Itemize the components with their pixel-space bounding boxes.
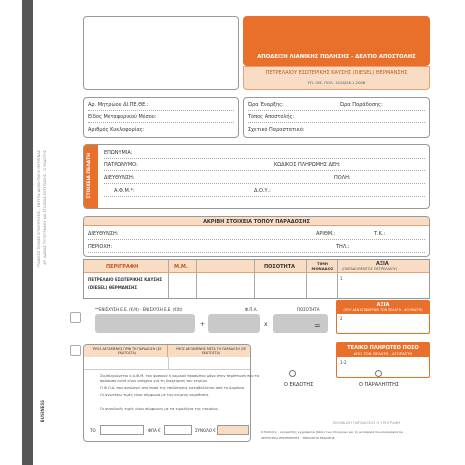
subsidy-checkbox[interactable]	[70, 312, 81, 323]
customer-side-label: ΣΤΟΙΧΕΙΑ ΠΕΛΑΤΗ	[87, 153, 92, 199]
side-license-text: ΑΡ. ΑΔΕΙΑΣ ΤΥΠΟΓΡΑΦΟΥ ΚΑΙ ΣΤΟΙΧΕΙΑ ΕΚΤΥΠΩΣΗΣ - Ο ΕΚΔΟΤΗΣ	[43, 150, 47, 265]
delivery-number-label: ΑΡΙΘΜ.:	[316, 231, 336, 237]
footer-legal-1: Ο Εκδότης - Αγοραστής εγγράφεται βάσει των στοιχείων και τη μεταφορά που αναγράφονται	[261, 430, 404, 434]
plus-sign: +	[200, 321, 206, 328]
note-2: Ο Φ.Π.Α. που αναλογεί στο ποσό της επιδότησης καταβάλλεται από το Δημόσιο.	[100, 386, 246, 390]
customer-side-tab	[84, 145, 98, 208]
load-place-label: Τόπος Αποστολής:	[248, 114, 295, 120]
times-sign: x	[264, 321, 268, 328]
header-block	[243, 16, 430, 66]
afm-label: Α.Φ.Μ.*:	[114, 188, 135, 194]
delivery-tk-label: Τ.Κ.:	[374, 231, 386, 237]
notebook-binding	[22, 0, 33, 465]
product-table	[83, 259, 430, 299]
footer-legal-2: ΛΕΙΤΟΥΡΓΙΑ ΕΠΙΧΕΙΡΗΣΗΣ - ΤΙΜΟΛΟΓΙΟ ΕΚΔΟΣΗΣ	[261, 436, 335, 440]
header-sub-block	[243, 66, 430, 90]
customer-address-label: ΔΙΕΥΘΥΝΣΗ:	[104, 175, 135, 181]
customer-city-label: ΠΟΛΗ:	[334, 175, 351, 181]
delivery-box	[83, 216, 430, 257]
form-ref: ΥΠ. ΟΙΚ. ΠΟΛ. 1016/26.1.2006	[307, 80, 366, 85]
amount-vat-label: ΦΠΑ €	[148, 428, 161, 433]
col-unit: Μ.Μ.	[174, 264, 188, 270]
side-printer-text: ΓΡΑΦΙΚΕΣ ΤΕΧΝΕΣ ΕΠΙΧΕΙΡΗΣΕΙΣ - ΕΝΤΥΠΑ ΔΙΟΙΚΗΤΙΚΗΣ ΜΕΡΙΜΝΑΣ	[37, 150, 41, 268]
final-total-title: ΤΕΛΙΚΟ ΠΛΗΡΩΤΕΟ ΠΟΣΟ	[347, 345, 419, 351]
vat-label: Φ.Π.Α.	[245, 307, 258, 312]
product-line-2: (DIESEL) ΘΕΡΜΑΝΣΗΣ	[88, 285, 138, 290]
time-info-box	[243, 97, 430, 138]
subsidy-value-box	[336, 300, 430, 334]
issuer-bullet-icon	[289, 370, 296, 377]
qty-label: ΠΟΣΟΤΗΤΑ	[297, 307, 320, 312]
amount-vat-field[interactable]	[164, 425, 192, 435]
amount-total-label: ΣΥΝΟΛΟ €	[195, 428, 216, 433]
delivery-title: ΑΚΡΙΒΗ ΣΤΟΙΧΕΙΑ ΤΟΠΟΥ ΠΑΡΑΔΟΣΗΣ	[203, 219, 310, 225]
value-mark-2: 2	[340, 316, 343, 321]
note-1: Συμπληρώνεται ο Α.Φ.Μ. του φυσικού ή νομικού προσώπου μόνο στην περίπτωση που το	[100, 374, 260, 378]
tank-before-label: ΥΨΟΣ ΔΕΞΑΜΕΝΗΣ ΠΡΙΝ ΤΗ ΠΑΡΑΔΟΣΗ (ΣΕ ΕΚΑΤΟΣΤΑ)	[92, 347, 162, 355]
amount-total-field[interactable]	[217, 425, 249, 435]
issuer-signature-label: Ο ΕΚΔΟΤΗΣ	[284, 382, 314, 388]
load-time-label: Ώρα Έναρξης:	[248, 102, 284, 108]
col-unit-price: ΤΙΜΗ ΜΟΝΑΔΟΣ	[311, 261, 334, 271]
delivery-address-label: ΔΙΕΥΘΥΝΣΗ:	[88, 231, 119, 237]
issuer-box[interactable]	[83, 16, 239, 90]
vehicle-type-label: Είδος Μεταφορικού Μέσου:	[88, 114, 157, 120]
doy-label: Δ.Ο.Υ.:	[254, 188, 271, 194]
subsidy-value-title: ΑΞΙΑ	[376, 302, 390, 308]
product-line-1: ΠΕΤΡΕΛΑΙΟ ΕΣΩΤΕΡΙΚΗΣ ΚΑΥΣΗΣ	[88, 277, 163, 282]
equals-sign: =	[314, 321, 321, 330]
col-value: ΑΞΙΑ	[376, 261, 389, 267]
note-3: Οι ανωτέρω τιμές είναι σύμφωνα με την κείμενη νομοθεσία.	[100, 393, 210, 397]
final-total-box	[336, 342, 430, 378]
col-value-sub: (ΠΑΡΑΔΟΘΕΝΤΟΣ ΠΕΤΡΕΛΑΙΟΥ)	[342, 267, 398, 271]
subsidy-field[interactable]	[95, 314, 195, 333]
amount-to-field[interactable]	[100, 425, 144, 435]
side-brand: BUSINESS	[40, 400, 45, 423]
note-1b: πρόσωπο αυτό είναι υπόχρεο για τη διαχείριση του κτιρίου.	[100, 379, 209, 383]
plate-label: Αριθμός Κυκλοφορίας:	[88, 127, 145, 133]
col-quantity: ΠΟΣΟΤΗΤΑ	[264, 264, 295, 270]
customer-box	[83, 144, 430, 209]
parastatiko-label: Σχετικό Παραστατικό:	[248, 127, 305, 133]
form-page	[33, 0, 465, 465]
vehicle-info-box	[83, 97, 239, 138]
receiver-bullet-icon	[375, 370, 382, 377]
tank-checkbox[interactable]	[70, 345, 81, 356]
delivery-area-label: ΠΕΡΙΟΧΗ:	[88, 244, 113, 250]
subsidy-value-sub: (ΠΟΥ ΔΕΝ ΕΠΙΒΑΡΥΝΕΙ ΤΟΝ ΠΕΛΑΤΗ - ΑΓΟΡΑΣΤΗ)	[343, 308, 423, 312]
tank-box	[83, 344, 260, 442]
final-total-sub: ΑΠΟ ΤΟΝ ΠΕΛΑΤΗ - ΑΓΟΡΑΣΤΗ	[353, 351, 413, 356]
receiver-signature-label: Ο ΠΑΡΑΛΗΠΤΗΣ	[359, 382, 400, 388]
tank-after-label: ΥΨΟΣ ΔΕΞΑΜΕΝΗΣ ΜΕΤΑ ΤΗ ΠΑΡΑΔΟΣΗ (ΣΕ ΕΚΑΤΟΣΤΑ)	[175, 347, 247, 355]
delivery-phone-label: ΤΗΛ.:	[336, 244, 350, 250]
delivery-time-label: Ώρα Παράδοσης:	[340, 102, 383, 108]
footer-copy: ΕΚΟΙΝΩΣΗ ΠΑΡΑΔΟΣΗΣ Η ΥΠΟΓΡΑΦΗ	[333, 421, 401, 425]
customer-name-label: ΕΠΩΝΥΜΙΑ:	[104, 150, 133, 156]
vat-field[interactable]	[208, 314, 260, 333]
note-4: Οι συνολικές τιμές είναι σύμφωνες με τα τιμολόγια της εταιρίας.	[100, 407, 219, 411]
form-subtitle: ΠΕΤΡΕΛΑΙΟΥ ΕΣΩΤΕΡΙΚΗΣ ΚΑΥΣΗΣ (DIESEL) ΘΕΡΜΑΝΣΗΣ	[265, 70, 408, 76]
final-total-mark: 1-2	[340, 360, 347, 365]
subsidy-label: **ΕΝΙΣΧΥΣΗ Ε.Ε. (€/lt) - ΕΝΙΣΧΥΣΗ Ε.Ε. (€/lt)	[95, 307, 183, 312]
form-title: ΑΠΟΔΕΙΞΗ ΛΙΑΝΙΚΗΣ ΠΩΛΗΣΗΣ - ΔΕΛΤΙΟ ΑΠΟΣΤΟΛΗΣ	[257, 54, 416, 60]
value-mark-1: 1	[340, 276, 343, 281]
customer-father-label: ΠΑΤΡΩΝΥΜΟ:	[104, 162, 138, 168]
col-description: ΠΕΡΙΓΡΑΦΗ	[106, 264, 139, 270]
payment-code-label: ΚΩΔΙΚΟΣ ΠΛΗΡΩΜΗΣ ΔΕΗ:	[274, 162, 341, 168]
registry-label: Αρ. Μητρώου ΔΙ.ΠΕ.ΘΕ.:	[88, 102, 149, 108]
amount-to-label: ΤΟ	[90, 428, 96, 433]
